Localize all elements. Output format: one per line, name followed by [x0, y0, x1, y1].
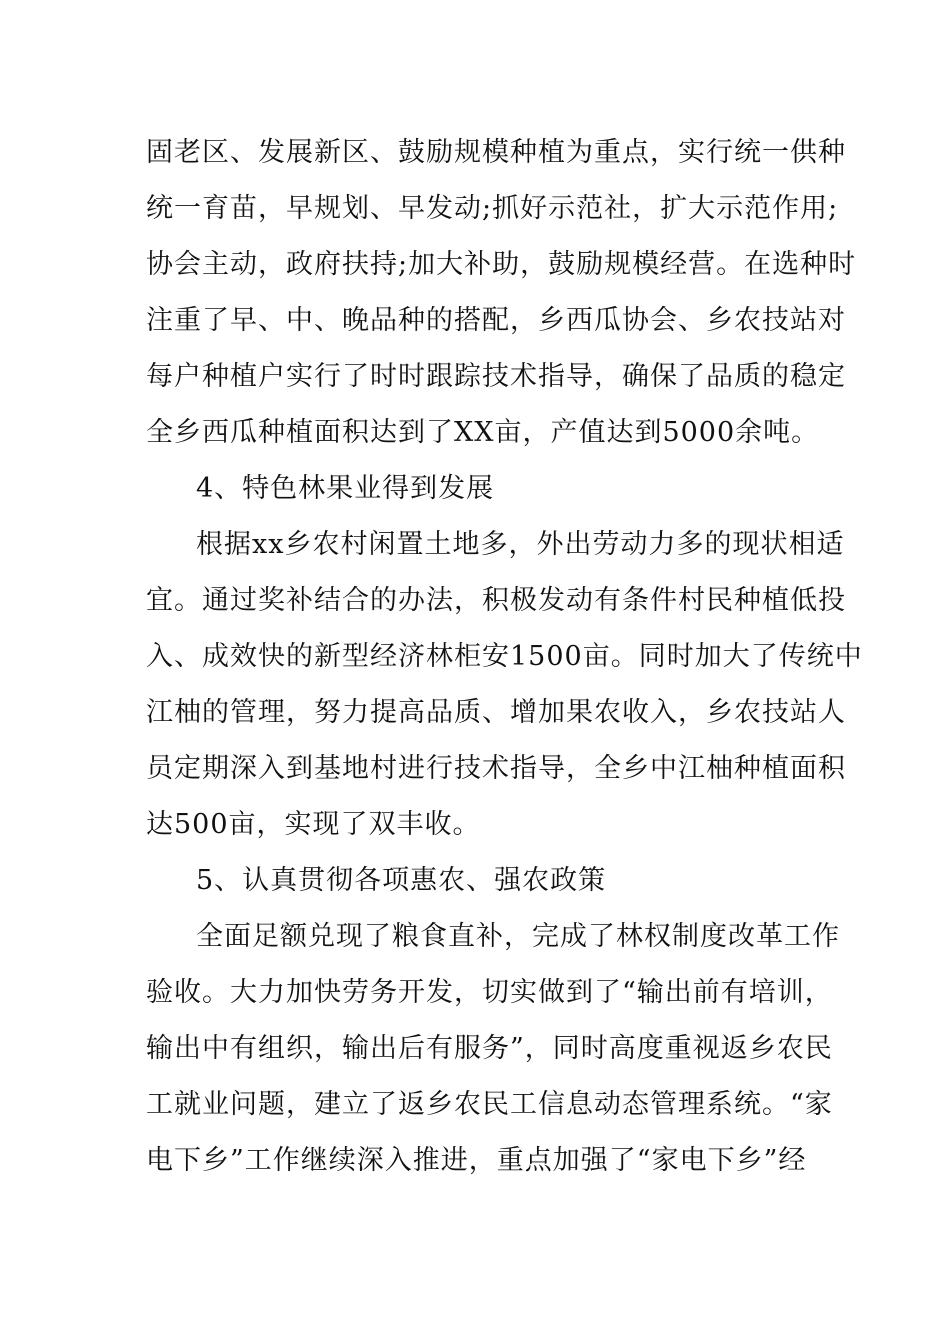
text-line: 统一育苗，早规划、早发动;抓好示范社，扩大示范作用;	[146, 193, 839, 224]
text-line: 全面足额兑现了粮食直补，完成了林权制度改革工作	[196, 921, 840, 952]
text-line: 电下乡”工作继续深入推进，重点加强了“家电下乡”经	[146, 1145, 807, 1176]
text-line: 入、成效快的新型经济林柜安1500亩。同时加大了传统中	[146, 641, 863, 672]
text-line: 注重了早、中、晚品种的搭配，乡西瓜协会、乡农技站对	[146, 305, 846, 336]
section-heading: 4、特色林果业得到发展	[196, 473, 495, 504]
text-line: 协会主动，政府扶持;加大补助，鼓励规模经营。在选种时	[146, 249, 857, 280]
text-line: 输出中有组织，输出后有服务”，同时高度重视返乡农民	[146, 1033, 833, 1064]
text-line: 全乡西瓜种植面积达到了XX亩，产值达到5000余吨。	[146, 417, 820, 448]
text-line: 根据xx乡农村闲置土地多，外出劳动力多的现状相适	[196, 529, 845, 560]
text-line: 验收。大力加快劳务开发，切实做到了“输出前有培训，	[146, 977, 833, 1008]
text-line: 工就业问题，建立了返乡农民工信息动态管理系统。“家	[146, 1089, 833, 1120]
text-line: 江柚的管理，努力提高品质、增加果农收入，乡农技站人	[146, 697, 846, 728]
text-line: 宜。通过奖补结合的办法，积极发动有条件村民种植低投	[146, 585, 846, 616]
text-line: 每户种植户实行了时时跟踪技术指导，确保了品质的稳定	[146, 361, 846, 392]
text-line: 员定期深入到基地村进行技术指导，全乡中江柚种植面积	[146, 753, 846, 784]
section-heading: 5、认真贯彻各项惠农、强农政策	[196, 865, 607, 896]
text-line: 固老区、发展新区、鼓励规模种植为重点，实行统一供种	[146, 137, 846, 168]
text-line: 达500亩，实现了双丰收。	[146, 809, 481, 840]
